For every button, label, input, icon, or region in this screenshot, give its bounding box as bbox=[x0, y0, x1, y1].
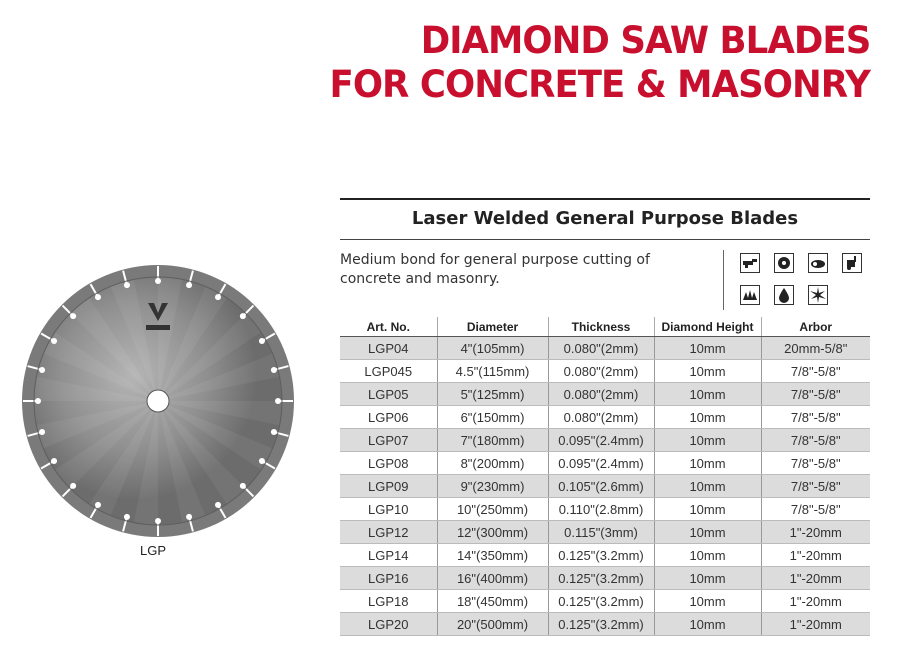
cell-diamond-height: 10mm bbox=[654, 383, 761, 406]
icon-divider bbox=[723, 250, 724, 310]
cell-arbor: 1"-20mm bbox=[761, 590, 870, 613]
cell-arbor: 7/8"-5/8" bbox=[761, 452, 870, 475]
cutoff-saw-icon bbox=[808, 253, 828, 273]
cell-arbor: 1"-20mm bbox=[761, 521, 870, 544]
cell-diameter: 8"(200mm) bbox=[437, 452, 548, 475]
cell-diamond-height: 10mm bbox=[654, 475, 761, 498]
col-header-thickness: Thickness bbox=[548, 317, 654, 337]
table-row bbox=[340, 590, 870, 613]
page-title-line1: DIAMOND SAW BLADES bbox=[420, 19, 870, 62]
top-rule bbox=[340, 198, 870, 200]
cell-art-no: LGP045 bbox=[340, 360, 437, 383]
cell-diameter: 12"(300mm) bbox=[437, 521, 548, 544]
cell-arbor: 7/8"-5/8" bbox=[761, 475, 870, 498]
cell-art-no: LGP20 bbox=[340, 613, 437, 636]
cell-thickness: 0.080"(2mm) bbox=[548, 383, 654, 406]
cell-arbor: 20mm-5/8" bbox=[761, 337, 870, 360]
cell-diamond-height: 10mm bbox=[654, 521, 761, 544]
cell-arbor: 1"-20mm bbox=[761, 567, 870, 590]
cell-thickness: 0.105"(2.6mm) bbox=[548, 475, 654, 498]
angle-grinder-icon bbox=[774, 253, 794, 273]
cell-thickness: 0.125"(3.2mm) bbox=[548, 613, 654, 636]
cell-diameter: 4.5"(115mm) bbox=[437, 360, 548, 383]
table-header-row bbox=[340, 317, 870, 337]
cell-art-no: LGP04 bbox=[340, 337, 437, 360]
cell-arbor: 7/8"-5/8" bbox=[761, 406, 870, 429]
cell-diamond-height: 10mm bbox=[654, 429, 761, 452]
col-header-diamond-height: Diamond Height bbox=[654, 317, 761, 337]
cell-art-no: LGP10 bbox=[340, 498, 437, 521]
cell-arbor: 1"-20mm bbox=[761, 613, 870, 636]
cell-diameter: 4"(105mm) bbox=[437, 337, 548, 360]
cell-thickness: 0.095"(2.4mm) bbox=[548, 429, 654, 452]
cell-art-no: LGP08 bbox=[340, 452, 437, 475]
product-description: Medium bond for general purpose cutting of concrete and masonry. bbox=[340, 252, 650, 287]
table-row bbox=[340, 521, 870, 544]
cell-diameter: 14"(350mm) bbox=[437, 544, 548, 567]
col-header-arbor: Arbor bbox=[761, 317, 870, 337]
product-subtitle: Laser Welded General Purpose Blades bbox=[411, 208, 799, 229]
cell-arbor: 7/8"-5/8" bbox=[761, 429, 870, 452]
cell-diamond-height: 10mm bbox=[654, 544, 761, 567]
water-drop-icon bbox=[774, 285, 794, 305]
col-header-diameter: Diameter bbox=[437, 317, 548, 337]
walk-behind-saw-icon bbox=[842, 253, 862, 273]
saw-blade-image bbox=[20, 263, 296, 539]
cell-arbor: 1"-20mm bbox=[761, 544, 870, 567]
cell-diamond-height: 10mm bbox=[654, 498, 761, 521]
table-row bbox=[340, 567, 870, 590]
table-row bbox=[340, 429, 870, 452]
cell-art-no: LGP16 bbox=[340, 567, 437, 590]
cell-thickness: 0.080"(2mm) bbox=[548, 337, 654, 360]
blade-image-label: LGP bbox=[140, 543, 167, 558]
cell-art-no: LGP06 bbox=[340, 406, 437, 429]
cell-thickness: 0.110"(2.8mm) bbox=[548, 498, 654, 521]
cell-diamond-height: 10mm bbox=[654, 452, 761, 475]
spec-table bbox=[340, 317, 870, 636]
cell-art-no: LGP09 bbox=[340, 475, 437, 498]
cell-art-no: LGP05 bbox=[340, 383, 437, 406]
cell-thickness: 0.080"(2mm) bbox=[548, 360, 654, 383]
cell-thickness: 0.125"(3.2mm) bbox=[548, 544, 654, 567]
cell-art-no: LGP07 bbox=[340, 429, 437, 452]
cell-art-no: LGP14 bbox=[340, 544, 437, 567]
table-row bbox=[340, 475, 870, 498]
table-row bbox=[340, 613, 870, 636]
hand-saw-icon bbox=[740, 253, 760, 273]
cell-arbor: 7/8"-5/8" bbox=[761, 383, 870, 406]
cell-diamond-height: 10mm bbox=[654, 590, 761, 613]
table-row bbox=[340, 360, 870, 383]
cell-diameter: 18"(450mm) bbox=[437, 590, 548, 613]
cell-diamond-height: 10mm bbox=[654, 406, 761, 429]
cell-diamond-height: 10mm bbox=[654, 337, 761, 360]
cell-diameter: 10"(250mm) bbox=[437, 498, 548, 521]
cell-diameter: 20"(500mm) bbox=[437, 613, 548, 636]
cell-thickness: 0.080"(2mm) bbox=[548, 406, 654, 429]
col-header-art-no: Art. No. bbox=[340, 317, 437, 337]
cell-diamond-height: 10mm bbox=[654, 613, 761, 636]
subtitle-rule bbox=[340, 239, 870, 240]
cell-arbor: 7/8"-5/8" bbox=[761, 360, 870, 383]
cell-diameter: 5"(125mm) bbox=[437, 383, 548, 406]
table-row bbox=[340, 383, 870, 406]
table-row bbox=[340, 406, 870, 429]
cell-art-no: LGP18 bbox=[340, 590, 437, 613]
page-title-line2: FOR CONCRETE & MASONRY bbox=[329, 63, 870, 106]
table-row bbox=[340, 452, 870, 475]
spark-icon bbox=[808, 285, 828, 305]
cell-thickness: 0.115"(3mm) bbox=[548, 521, 654, 544]
cell-art-no: LGP12 bbox=[340, 521, 437, 544]
saw-blade-icon bbox=[20, 263, 296, 539]
cell-diameter: 16"(400mm) bbox=[437, 567, 548, 590]
cell-diamond-height: 10mm bbox=[654, 360, 761, 383]
cell-diameter: 9"(230mm) bbox=[437, 475, 548, 498]
table-row bbox=[340, 337, 870, 360]
cell-diameter: 7"(180mm) bbox=[437, 429, 548, 452]
table-row bbox=[340, 498, 870, 521]
table-row bbox=[340, 544, 870, 567]
cell-diameter: 6"(150mm) bbox=[437, 406, 548, 429]
cell-thickness: 0.095"(2.4mm) bbox=[548, 452, 654, 475]
cell-arbor: 7/8"-5/8" bbox=[761, 498, 870, 521]
cell-thickness: 0.125"(3.2mm) bbox=[548, 567, 654, 590]
cell-diamond-height: 10mm bbox=[654, 567, 761, 590]
wet-cutting-icon bbox=[740, 285, 760, 305]
cell-thickness: 0.125"(3.2mm) bbox=[548, 590, 654, 613]
